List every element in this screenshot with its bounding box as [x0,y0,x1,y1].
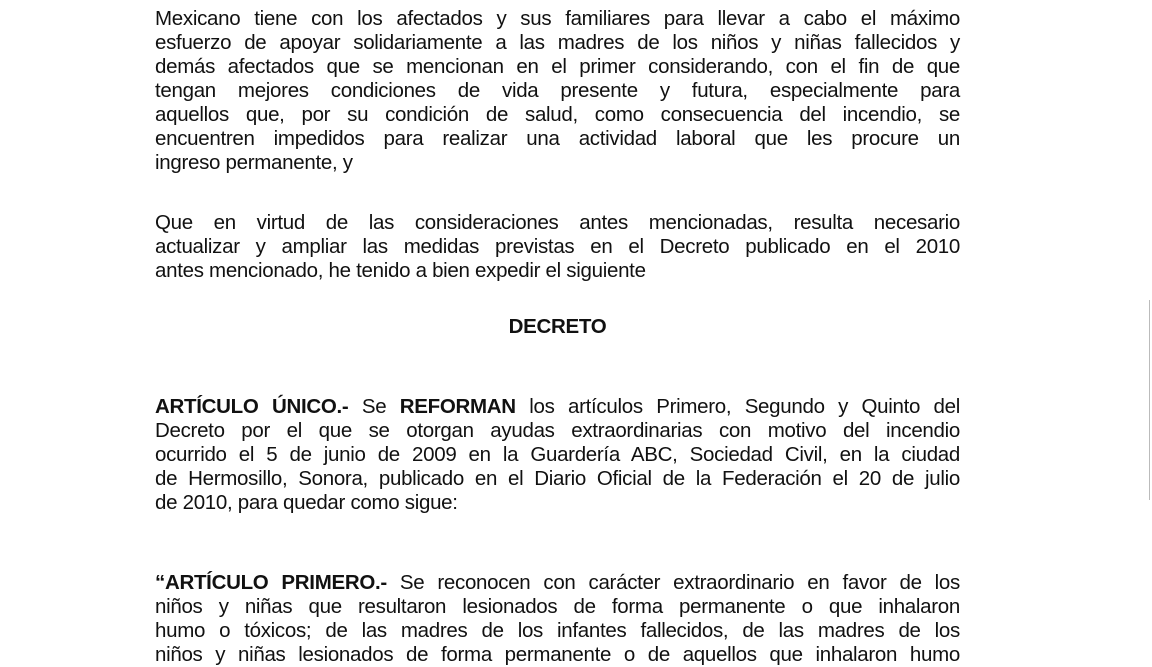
decreto-heading: DECRETO [508,315,607,338]
scan-edge-line [1149,300,1150,500]
text-line: actualizar y ampliar las medidas previstas en el Decreto publicado en el 2010 [155,235,960,258]
text-line: Decreto por el que se otorgan ayudas extraordinarias con motivo del incendio [155,419,960,442]
articulo-primero-label: “ARTÍCULO PRIMERO.- [155,571,387,594]
text-line: niños y niñas que resultaron lesionados de forma permanente o que inhalaron [155,595,960,618]
text-line: antes mencionado, he tenido a bien expedir el siguiente [155,259,646,282]
reforman-emphasis: REFORMAN [399,395,516,418]
text-line: ocurrido el 5 de junio de 2009 en la Guardería ABC, Sociedad Civil, en la ciudad [155,443,960,466]
text-span: los artículos Primero, Segundo y Quinto del [515,395,960,418]
text-line: tengan mejores condiciones de vida presente y futura, especialmente para [155,79,960,102]
text-span: Se reconocen con carácter extraordinario en favor de los [386,571,960,594]
text-line: Que en virtud de las consideraciones antes mencionadas, resulta necesario [155,211,960,234]
text-line [155,395,960,419]
text-line: demás afectados que se mencionan en el primer considerando, con el fin de que [155,55,960,78]
text-line: aquellos que, por su condición de salud, como consecuencia del incendio, se [155,103,960,126]
text-line: encuentren impedidos para realizar una actividad laboral que les procure un [155,127,960,150]
articulo-unico-label: ARTÍCULO ÚNICO.- [155,395,349,418]
text-line: ingreso permanente, y [155,151,353,174]
text-line: de Hermosillo, Sonora, publicado en el Diario Oficial de la Federación el 20 de julio [155,467,960,490]
text-line: Mexicano tiene con los afectados y sus familiares para llevar a cabo el máximo [155,7,960,30]
text-line: de 2010, para quedar como sigue: [155,491,458,514]
text-line: esfuerzo de apoyar solidariamente a las madres de los niños y niñas fallecidos y [155,31,960,54]
text-line: humo o tóxicos; de las madres de los infantes fallecidos, de las madres de los [155,619,960,642]
text-line: niños y niñas lesionados de forma permanente o de aquellos que inhalaron humo [155,643,960,666]
text-span: Se [348,395,400,418]
text-line [155,571,960,595]
